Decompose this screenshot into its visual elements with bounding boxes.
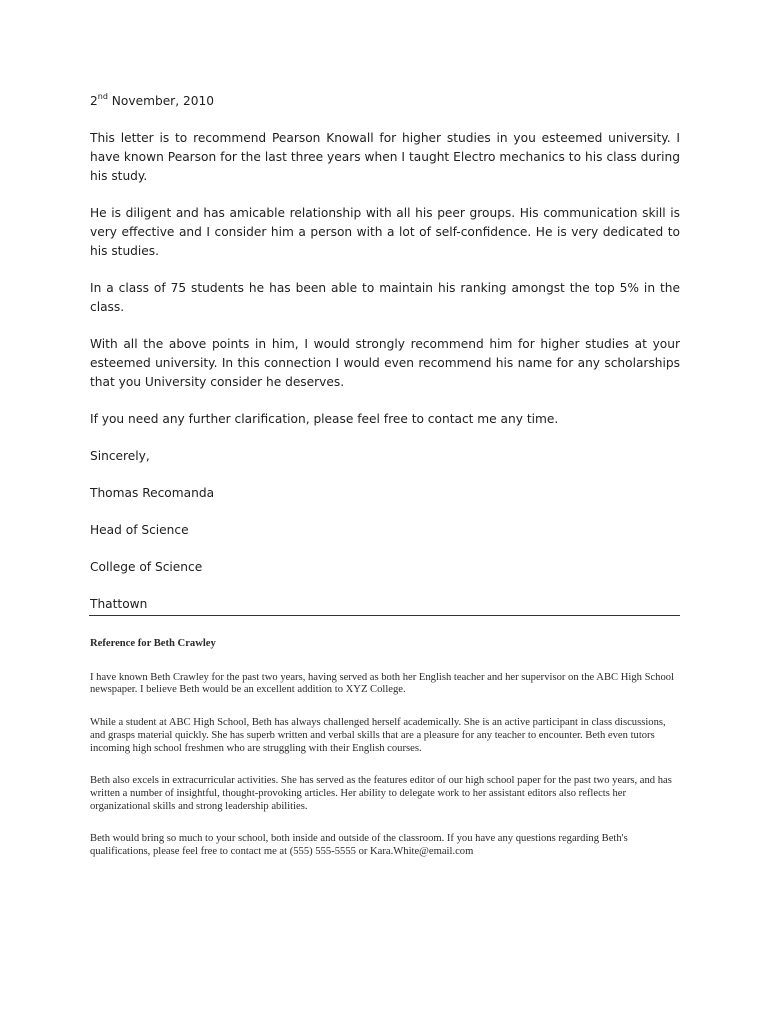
letter-paragraph: He is diligent and has amicable relationship with all his peer groups. His communication skill is very effective and I consider him a person with a lot of self-confidence. He is very dedicated to his studies. <box>90 206 680 258</box>
reference-paragraph: I have known Beth Crawley for the past two years, having served as both her English teacher and her supervisor on the ABC High School newspaper. I believe Beth would be an excellent addition to XYZ College. <box>90 671 674 696</box>
letter-paragraph: In a class of 75 students he has been able to maintain his ranking amongst the top 5% in the class. <box>90 281 680 314</box>
reference-letter-beth <box>90 638 682 879</box>
signer-town: Thattown <box>90 597 148 611</box>
reference-paragraph: Beth would bring so much to your school, both inside and outside of the classroom. If you have any questions regarding Beth's qualifications, please feel free to contact me at (555) 555-5555 or Kara.White@email.com <box>90 833 628 858</box>
date-day: 2 <box>90 94 98 108</box>
letter-date <box>90 92 680 111</box>
section-divider <box>89 615 680 616</box>
letter-paragraph: This letter is to recommend Pearson Knowall for higher studies in you esteemed university. I have known Pearson for the last three years when I taught Electro mechanics to his class during his study. <box>90 131 680 183</box>
letter-paragraph: With all the above points in him, I would strongly recommend him for higher studies at your esteemed university. In this connection I would even recommend his name for any scholarships that you University consider he deserves. <box>90 337 680 389</box>
reference-paragraph: Beth also excels in extracurricular activities. She has served as the features editor of our high school paper for the past two years, and has written a number of insightful, thought-provoking articles. Her ability to delegate work to her assistant editors also reflects her organizational skills and strong leadership abilities. <box>90 775 672 812</box>
date-ordinal-suffix: nd <box>97 91 108 101</box>
recommendation-letter-pearson <box>90 92 680 614</box>
letter-paragraph: If you need any further clarification, please feel free to contact me any time. <box>90 412 559 426</box>
date-month-year: November, 2010 <box>107 94 214 108</box>
signer-name: Thomas Recomanda <box>90 486 215 500</box>
letter-closing: Sincerely, <box>90 449 150 463</box>
signer-title: Head of Science <box>90 523 189 537</box>
signer-organization: College of Science <box>90 560 203 574</box>
reference-title: Reference for Beth Crawley <box>90 638 216 649</box>
reference-paragraph: While a student at ABC High School, Beth has always challenged herself academically. She is an active participant in class discussions, and grasps material quickly. She has superb written and verbal skills that are a pleasure for any teacher to encounter. Beth even tutors incoming high school freshmen who are struggling with their English courses. <box>90 717 666 754</box>
